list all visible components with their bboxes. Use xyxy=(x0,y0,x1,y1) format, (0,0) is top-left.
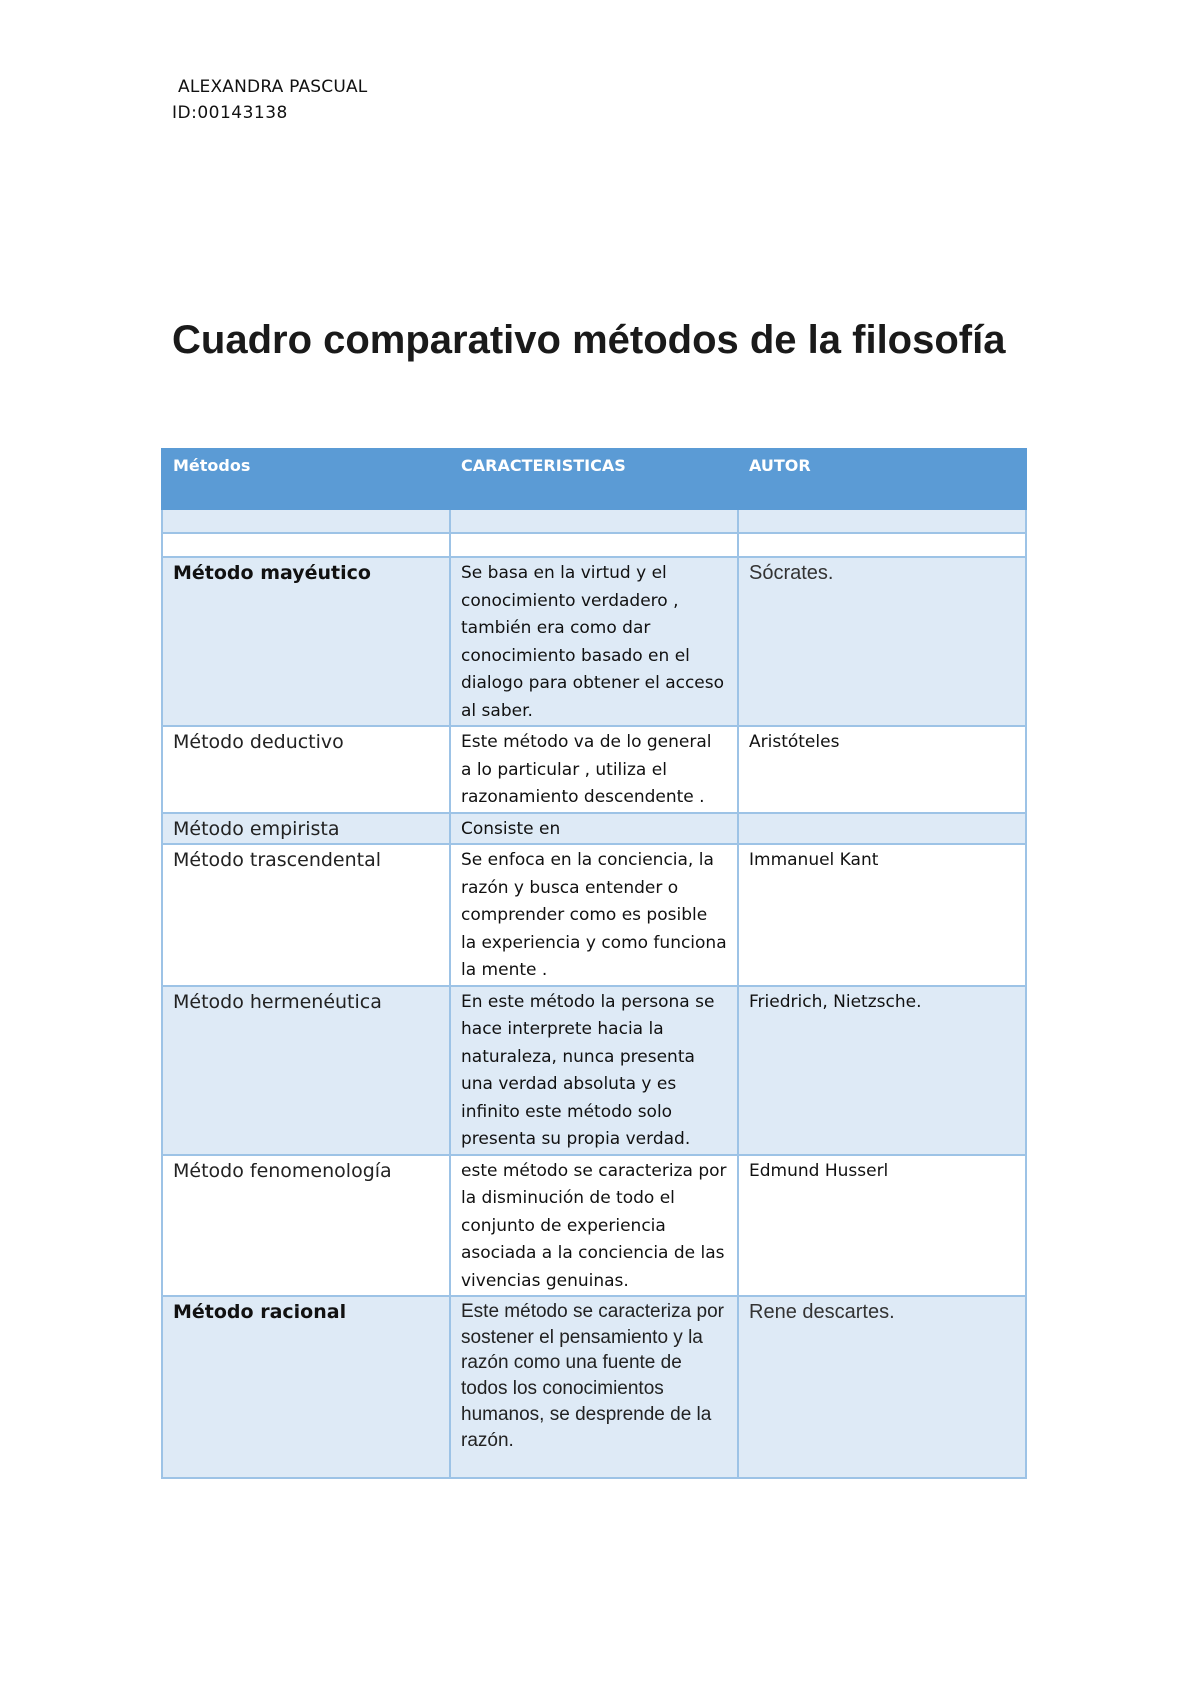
metodo-cell: Método trascendental xyxy=(162,844,450,986)
autor-cell: Sócrates. xyxy=(738,557,1026,726)
metodo-cell: Método deductivo xyxy=(162,726,450,813)
table-row xyxy=(162,726,1026,813)
autor-cell xyxy=(738,813,1026,845)
metodo-cell: Método racional xyxy=(162,1296,450,1478)
caracteristicas-cell: Este método se caracteriza por sostener el pensamiento y la razón como una fuente de todos los conocimientos humanos, se desprende de la razón. xyxy=(450,1296,738,1478)
empty-cell xyxy=(162,509,450,533)
table-row xyxy=(162,1155,1026,1297)
autor-cell: Rene descartes. xyxy=(738,1296,1026,1478)
column-header-metodos: Métodos xyxy=(162,449,450,509)
document-title: Cuadro comparativo métodos de la filosofía xyxy=(172,318,1006,362)
empty-cell xyxy=(450,509,738,533)
metodo-cell: Método fenomenología xyxy=(162,1155,450,1297)
author-name: ALEXANDRA PASCUAL xyxy=(178,77,368,97)
table-row xyxy=(162,1296,1026,1478)
table-row xyxy=(162,986,1026,1155)
document-header xyxy=(172,74,367,126)
empty-cell xyxy=(450,533,738,557)
column-header-caracteristicas: CARACTERISTICAS xyxy=(450,449,738,509)
empty-cell xyxy=(738,533,1026,557)
autor-cell: Edmund Husserl xyxy=(738,1155,1026,1297)
table-row xyxy=(162,813,1026,845)
caracteristicas-cell: Consiste en xyxy=(450,813,738,845)
empty-cell xyxy=(738,509,1026,533)
caracteristicas-cell: Se basa en la virtud y el conocimiento verdadero , también era como dar conocimiento basado en el dialogo para obtener el acceso al saber. xyxy=(450,557,738,726)
autor-cell: Friedrich, Nietzsche. xyxy=(738,986,1026,1155)
caracteristicas-cell: En este método la persona se hace interprete hacia la naturaleza, nunca presenta una verdad absoluta y es infinito este método solo presenta su propia verdad. xyxy=(450,986,738,1155)
column-header-autor: AUTOR xyxy=(738,449,1026,509)
caracteristicas-cell: Se enfoca en la conciencia, la razón y busca entender o comprender como es posible la experiencia y como funciona la mente . xyxy=(450,844,738,986)
empty-row xyxy=(162,533,1026,557)
comparison-table xyxy=(161,448,1027,1479)
autor-cell: Immanuel Kant xyxy=(738,844,1026,986)
table-row xyxy=(162,557,1026,726)
caracteristicas-cell: este método se caracteriza por la disminución de todo el conjunto de experiencia asociada a la conciencia de las vivencias genuinas. xyxy=(450,1155,738,1297)
caracteristicas-cell: Este método va de lo general a lo particular , utiliza el razonamiento descendente . xyxy=(450,726,738,813)
metodo-cell: Método hermenéutica xyxy=(162,986,450,1155)
table-row xyxy=(162,844,1026,986)
empty-row xyxy=(162,509,1026,533)
metodo-cell: Método mayéutico xyxy=(162,557,450,726)
metodo-cell: Método empirista xyxy=(162,813,450,845)
table-header-row xyxy=(162,449,1026,509)
student-id: ID:00143138 xyxy=(172,103,288,123)
autor-cell: Aristóteles xyxy=(738,726,1026,813)
empty-cell xyxy=(162,533,450,557)
